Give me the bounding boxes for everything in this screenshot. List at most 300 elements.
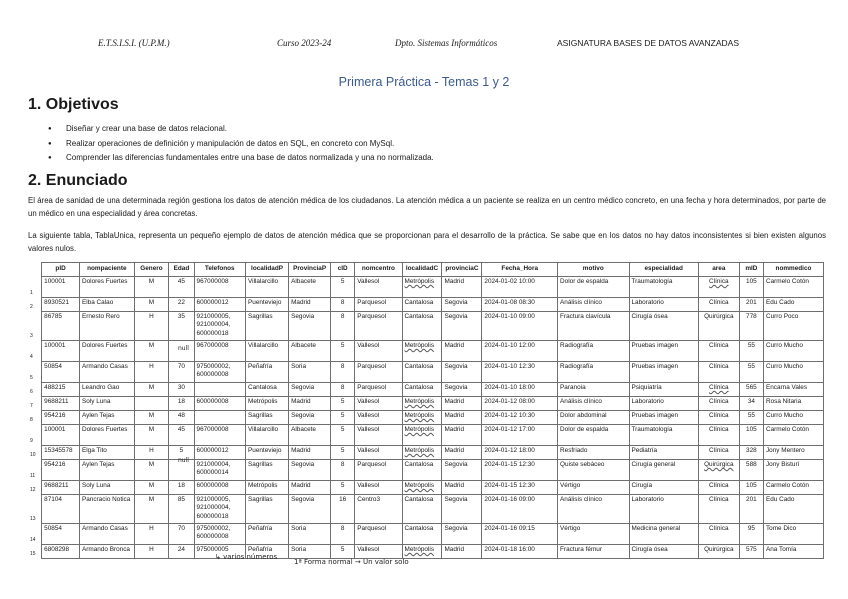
table-cell: Madrid [442,481,482,495]
header-course: Curso 2023-24 [277,38,332,48]
table-row [28,446,824,460]
table-row [28,312,824,341]
table-cell: 16 [331,495,355,524]
table-row [28,277,824,298]
table-cell: Soria [289,524,331,545]
table-cell: 87104 [42,495,80,524]
header-dept: Dpto. Sistemas Informáticos [395,38,498,48]
table-cell: Vallesol [355,425,402,446]
table-cell: Sagrillas [246,495,289,524]
table-cell: Pruebas imagen [629,411,698,425]
table-cell: 2024-01-16 09:15 [482,524,558,545]
table-cell: Clínica [698,495,739,524]
table-cell: 565 [739,383,763,397]
column-header: Genero [134,263,169,277]
table-cell: 967000008 [194,277,245,298]
table-cell: Metrópolis [246,397,289,411]
column-header: provinciaC [442,263,482,277]
table-cell: Madrid [442,397,482,411]
column-header: motivo [558,263,629,277]
table-cell: M [134,411,169,425]
objetivos-list [48,122,434,166]
table-cell: Dolor abdominal [558,411,629,425]
table-cell: Sagrillas [246,312,289,341]
table-cell: Madrid [289,397,331,411]
table-cell: Cantalosa [246,383,289,397]
table-cell: 2024-01-10 12:30 [482,362,558,383]
table-cell: Laboratorio [629,397,698,411]
table-cell: Centro3 [355,495,402,524]
table-cell: Segovia [442,383,482,397]
table-cell: Dolores Fuertes [79,277,134,298]
table-cell: Laboratorio [629,495,698,524]
column-header: nompaciente [79,263,134,277]
table-cell: 5 [331,341,355,362]
table-cell: 967000008 [194,341,245,362]
table-cell: 600000012 [194,446,245,460]
objetivo-item: ● Comprender las diferencias fundamentales entre una base de datos normalizada y una no normalizada. [48,151,434,166]
row-number: 15 [30,551,36,558]
table-cell: Medicina general [629,524,698,545]
table-cell: Traumatología [629,425,698,446]
table-row [28,298,824,312]
table-row [28,341,824,362]
table-cell: H [134,446,169,460]
table-cell: 2024-01-10 12:00 [482,341,558,362]
table-cell: 5 [331,277,355,298]
table-cell: Metrópolis [246,481,289,495]
row-number: 10 [30,452,36,459]
table-cell: Fractura fémur [558,545,629,559]
table-row [28,460,824,481]
table-cell: Pediatría [629,446,698,460]
table-cell: Segovia [442,312,482,341]
table-cell: Jony Bisturí [763,460,823,481]
table-cell: 600000012 [194,298,245,312]
table-cell: 975000002, 600000008 [194,362,245,383]
table-cell: Clínica [698,298,739,312]
handwritten-null-mark: null [178,345,189,352]
table-cell: Armando Casas [79,524,134,545]
table-cell: 55 [739,362,763,383]
table-cell: Curro Mucho [763,341,823,362]
table-row [28,411,824,425]
table-cell: Peñafría [246,524,289,545]
table-cell: Laboratorio [629,298,698,312]
table-cell: Metrópolis [402,425,442,446]
row-number: 3 [30,333,33,340]
table-cell: H [134,545,169,559]
table-cell: 86785 [42,312,80,341]
table-cell: 2024-01-16 09:00 [482,495,558,524]
table-row [28,524,824,545]
table-cell: Cantalosa [402,312,442,341]
table-cell: 5 [331,545,355,559]
table-cell: Puenteviejo [246,446,289,460]
table-cell: Clínica [698,425,739,446]
table-cell: Ana Tomía [763,545,823,559]
table-cell: 2024-01-12 10:30 [482,411,558,425]
table-cell: 45 [169,277,194,298]
table-cell: Clínica [698,446,739,460]
tabla-unica [28,262,824,559]
table-cell: Vértigo [558,524,629,545]
table-cell: Vallesol [355,397,402,411]
table-cell: 9688211 [42,481,80,495]
table-cell: Clínica [698,277,739,298]
table-cell: Análisis clínico [558,397,629,411]
table-cell: M [134,383,169,397]
row-number: 6 [30,389,33,396]
table-cell: M [134,495,169,524]
table-cell: Peñafría [246,545,289,559]
table-cell: H [134,524,169,545]
row-number: 5 [30,375,33,382]
table-cell: Cirugía ósea [629,312,698,341]
table-cell: Madrid [442,277,482,298]
table-cell: 2024-01-15 12:30 [482,460,558,481]
table-cell: Clínica [698,341,739,362]
table-cell: 18 [169,397,194,411]
column-header: cID [331,263,355,277]
table-cell: 8 [331,460,355,481]
table-cell: Soria [289,545,331,559]
table-cell: 105 [739,277,763,298]
table-cell: Soly Luna [79,481,134,495]
table-cell: 488215 [42,383,80,397]
table-cell [194,411,245,425]
table-cell: Cirugía ósea [629,545,698,559]
table-cell: Soria [289,362,331,383]
table-cell: 2024-01-02 10:00 [482,277,558,298]
table-cell: M [134,341,169,362]
table-cell: Curro Mucho [763,362,823,383]
table-cell: Carmelo Cotón [763,481,823,495]
table-cell: 201 [739,298,763,312]
table-cell: Elba Calao [79,298,134,312]
table-cell: 975000005 [194,545,245,559]
column-header: Fecha_Hora [482,263,558,277]
table-cell: Clínica [698,411,739,425]
column-header: nommedico [763,263,823,277]
section-enunciado-heading: 2. Enunciado [28,172,128,189]
table-cell: M [134,277,169,298]
table-cell: 5 [331,411,355,425]
table-cell: Vallesol [355,277,402,298]
table-cell: 95 [739,524,763,545]
handwritten-null-mark: null [178,457,189,464]
table-cell: Cirugía [629,481,698,495]
table-cell: M [134,481,169,495]
header-subject: ASIGNATURA BASES DE DATOS AVANZADAS [557,38,740,48]
table-cell: Villalarcillo [246,425,289,446]
table-cell: 2024-01-10 09:00 [482,312,558,341]
table-cell: 34 [739,397,763,411]
table-cell: Parquesol [355,524,402,545]
section-objetivos-heading: 1. Objetivos [28,96,119,113]
table-cell: Edu Cado [763,495,823,524]
table-cell: 18 [169,481,194,495]
table-cell: Madrid [289,298,331,312]
row-number: 9 [30,438,33,445]
table-cell: Madrid [289,481,331,495]
column-header: pID [42,263,80,277]
table-cell: Cantalosa [402,362,442,383]
handwritten-note-forma-normal: 1ª Forma normal → Un valor solo [294,558,409,566]
table-cell: H [134,312,169,341]
table-cell: Quirúrgica [698,460,739,481]
table-cell: Cirugía general [629,460,698,481]
table-cell: Pruebas imagen [629,362,698,383]
table-cell: Rosa Nitaria [763,397,823,411]
table-cell: Dolor de espalda [558,277,629,298]
table-cell: Metrópolis [402,341,442,362]
table-cell: Clínica [698,481,739,495]
table-cell: Vallesol [355,545,402,559]
table-cell: 15345578 [42,446,80,460]
enunciado-paragraph-1: El área de sanidad de una determinada región gestiona los datos de atención médica de los ciudadanos. La atención médica a un paciente se realiza en un centro médico concreto, en una fecha y hora determinados, por parte de un médico en una especialidad y área concretas. [28,196,826,218]
table-cell: Curro Mucho [763,411,823,425]
table-cell: Tome Dico [763,524,823,545]
table-cell: Albacete [289,341,331,362]
table-cell: 50854 [42,362,80,383]
table-cell [134,397,169,411]
table-cell: 105 [739,425,763,446]
column-header: Telefonos [194,263,245,277]
table-cell: 8 [331,298,355,312]
table-cell: Albacete [289,277,331,298]
table-row [28,495,824,524]
table-cell: Quirúrgica [698,312,739,341]
table-cell: Parquesol [355,298,402,312]
table-cell: 588 [739,460,763,481]
handwritten-note-varios: ↳ varios números [215,553,278,561]
table-cell: Quiste sebáceo [558,460,629,481]
table-cell: Villalarcillo [246,341,289,362]
table-cell: Parquesol [355,460,402,481]
table-cell: Segovia [442,362,482,383]
table-row [28,425,824,446]
table-cell: Pruebas imagen [629,341,698,362]
table-cell: 8 [331,362,355,383]
column-header: localidadP [246,263,289,277]
table-cell: 8930521 [42,298,80,312]
table-cell: 105 [739,481,763,495]
table-cell: Dolor de espalda [558,425,629,446]
table-cell: 2024-01-18 16:00 [482,545,558,559]
table-cell: Madrid [442,446,482,460]
table-cell: 5 [331,425,355,446]
table-cell: Madrid [442,411,482,425]
table-cell: Leandro Gao [79,383,134,397]
column-header: Edad [169,263,194,277]
table-cell: 201 [739,495,763,524]
row-number: 2 [30,304,33,311]
header-school: E.T.S.I.S.I. (U.P.M.) [98,38,170,48]
table-cell: Segovia [289,312,331,341]
column-header: area [698,263,739,277]
table-cell: Metrópolis [402,411,442,425]
table-cell: 600000008 [194,481,245,495]
table-cell: Curro Poco [763,312,823,341]
table-cell: Encarna Vales [763,383,823,397]
table-cell: Madrid [442,341,482,362]
row-number: 12 [30,487,36,494]
table-cell: 967000008 [194,425,245,446]
enunciado-paragraph-2: La siguiente tabla, TablaUnica, representa un pequeño ejemplo de datos de atención médica que se proporcionan para el desarrollo de la práctica. Se sabe que en los datos no hay datos inconsistentes si bien existen algunos valores nulos. [28,231,826,253]
table-cell: M [134,460,169,481]
table-cell: Dolores Fuertes [79,341,134,362]
table-cell: 778 [739,312,763,341]
table-cell: 5 [331,397,355,411]
table-cell: 48 [169,411,194,425]
table-cell: Metrópolis [402,545,442,559]
table-cell: 70 [169,362,194,383]
table-cell: 9688211 [42,397,80,411]
table-cell: M [134,425,169,446]
table-cell: 954216 [42,460,80,481]
table-cell: 35 [169,312,194,341]
objetivo-item: ● Realizar operaciones de definición y manipulación de datos en SQL, en concreto con MySql. [48,137,434,152]
table-cell: 954216 [42,411,80,425]
table-cell: 921000005, 921000004, 600000018 [194,495,245,524]
table-cell: Segovia [289,411,331,425]
table-cell: Soly Luna [79,397,134,411]
table-cell: 2024-01-12 18:00 [482,446,558,460]
table-cell: 2024-01-10 18:00 [482,383,558,397]
table-cell: 600000008 [194,397,245,411]
table-cell: Segovia [442,460,482,481]
table-cell: Parquesol [355,383,402,397]
table-cell: Clínica [698,397,739,411]
table-cell: Parquesol [355,312,402,341]
table-cell: Cantalosa [402,298,442,312]
table-cell: 5 [331,446,355,460]
column-header: ProvinciaP [289,263,331,277]
column-header: localidadC [402,263,442,277]
table-cell: Albacete [289,425,331,446]
table-cell: Resfriado [558,446,629,460]
table-cell: Clínica [698,362,739,383]
table-cell: 921000004, 600000014 [194,460,245,481]
table-cell: Armando Bronca [79,545,134,559]
table-cell: 6808298 [42,545,80,559]
table-cell [194,383,245,397]
table-cell: Peñafría [246,362,289,383]
column-header: mID [739,263,763,277]
table-cell: Puenteviejo [246,298,289,312]
table-row [28,383,824,397]
table-cell: 5 [331,481,355,495]
table-cell: Elga Tito [79,446,134,460]
table-cell: Parquesol [355,362,402,383]
table-cell: 5 [169,446,194,460]
table-cell: 30 [169,383,194,397]
table-cell: Cantalosa [402,460,442,481]
table-cell: Segovia [289,495,331,524]
table-cell: Segovia [289,383,331,397]
table-cell: 55 [739,411,763,425]
row-number: 1 [30,290,33,297]
table-cell: Cantalosa [402,524,442,545]
column-header: especialidad [629,263,698,277]
table-cell: Armando Casas [79,362,134,383]
table-cell: Psiquiatría [629,383,698,397]
table-cell: 8 [331,383,355,397]
table-cell: Metrópolis [402,481,442,495]
table-cell: Traumatología [629,277,698,298]
row-number: 11 [30,473,36,480]
table-cell: Aylen Tejas [79,411,134,425]
table-cell: 24 [169,545,194,559]
table-cell: Quirúrgica [698,545,739,559]
table-cell: Segovia [442,298,482,312]
row-number: 14 [30,537,36,544]
table-cell: Metrópolis [402,277,442,298]
table-cell: 85 [169,495,194,524]
table-cell: 100001 [42,341,80,362]
table-cell: Cantalosa [402,383,442,397]
table-cell: Sagrillas [246,411,289,425]
table-cell: Vallesol [355,411,402,425]
table-cell: 328 [739,446,763,460]
table-cell: 55 [739,341,763,362]
table-cell: 2024-01-12 17:00 [482,425,558,446]
table-cell: 100001 [42,425,80,446]
table-cell: H [134,362,169,383]
table-cell: Madrid [289,446,331,460]
column-header: nomcentro [355,263,402,277]
table-cell: Aylen Tejas [79,460,134,481]
table-cell: Vallesol [355,446,402,460]
table-cell: Edu Cado [763,298,823,312]
table-cell: Vallesol [355,341,402,362]
table-cell: 2024-01-08 08:30 [482,298,558,312]
table-cell: Análisis clínico [558,495,629,524]
table-cell: Clínica [698,383,739,397]
table-cell: Jony Mentero [763,446,823,460]
table-row [28,481,824,495]
table-cell: Pancracio Notica [79,495,134,524]
table-cell: 45 [169,425,194,446]
row-number: 13 [30,516,36,523]
table-cell: Segovia [289,460,331,481]
table-cell: 575 [739,545,763,559]
table-cell: Villalarcillo [246,277,289,298]
table-cell: Cantalosa [402,495,442,524]
table-cell: Radiografía [558,341,629,362]
table-cell: M [134,298,169,312]
table-cell: Paranoia [558,383,629,397]
objetivo-item: ● Diseñar y crear una base de datos relacional. [48,122,434,137]
table-cell: Metrópolis [402,397,442,411]
table-cell: Madrid [442,545,482,559]
row-number: 4 [30,354,33,361]
table-cell: Vallesol [355,481,402,495]
table-cell: 70 [169,524,194,545]
table-row [28,362,824,383]
table-cell: 22 [169,298,194,312]
table-cell: Sagrillas [246,460,289,481]
table-cell: 921000005, 921000004, 600000018 [194,312,245,341]
table-cell: 8 [331,524,355,545]
row-number: 8 [30,417,33,424]
table-cell: 2024-01-12 08:00 [482,397,558,411]
table-cell: Dolores Fuertes [79,425,134,446]
table-cell: Fractura clavícula [558,312,629,341]
table-body [28,277,824,559]
table-cell: Segovia [442,495,482,524]
